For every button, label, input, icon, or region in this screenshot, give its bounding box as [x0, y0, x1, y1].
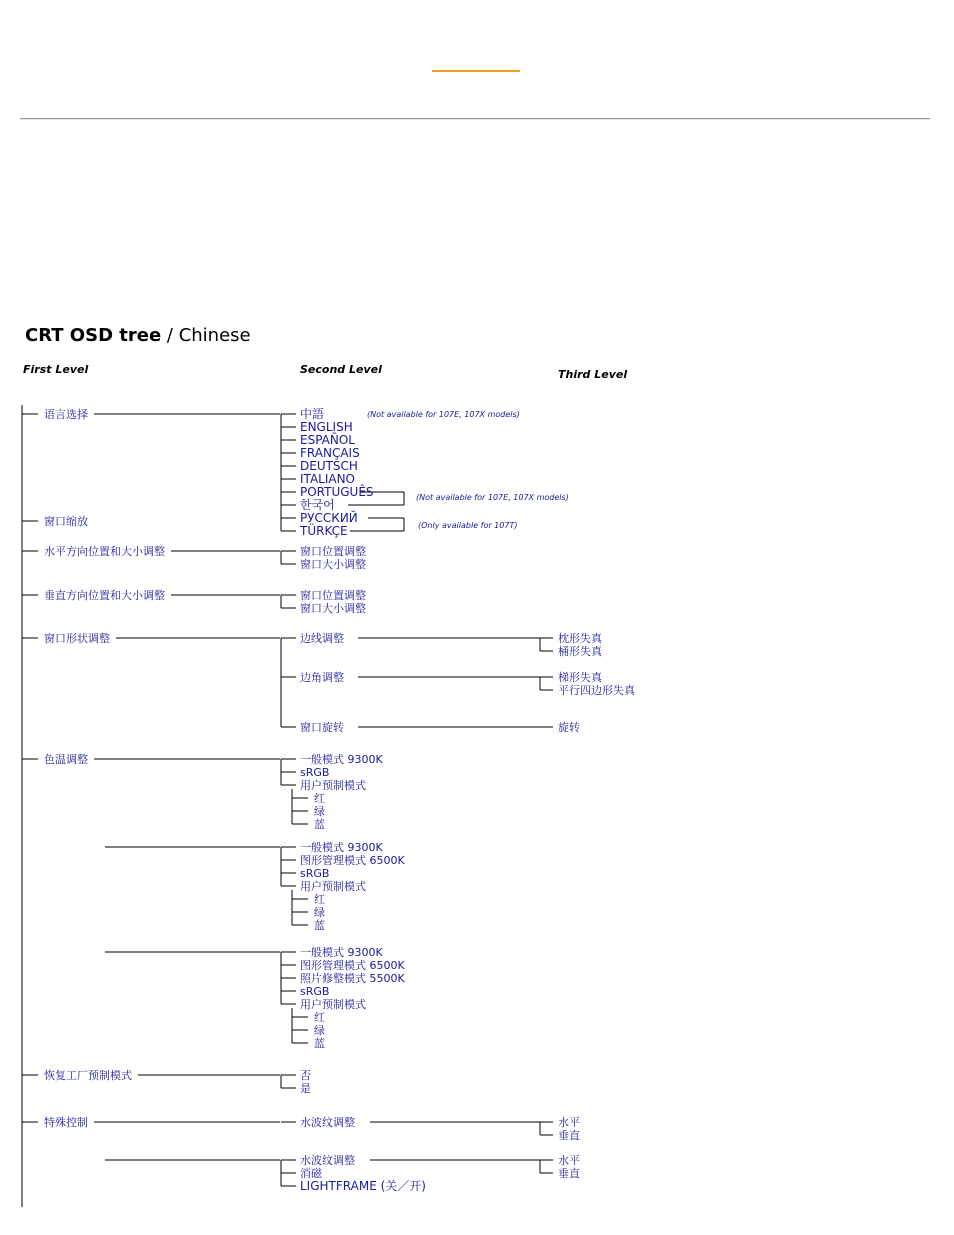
- vertical-item: 窗口位置调整: [300, 589, 366, 602]
- color-a-rgb-item: 蓝: [314, 818, 325, 831]
- language-item: FRANÇAIS: [300, 446, 360, 460]
- second-level-heading: Second Level: [300, 363, 382, 376]
- language-item: DEUTSCH: [300, 459, 358, 473]
- color-b-item: 图形管理模式 6500K: [300, 854, 405, 867]
- vertical-item: 窗口大小调整: [300, 602, 366, 615]
- language-item: ENGLISH: [300, 420, 353, 434]
- special-third-item: 垂直: [558, 1167, 580, 1180]
- reset-item: 是: [300, 1082, 311, 1095]
- first-level-item: 色温调整: [44, 753, 88, 766]
- language-item: РУССКИЙ: [300, 511, 358, 525]
- special-item: 消磁: [300, 1167, 322, 1180]
- shape-third-item: 枕形失真: [558, 632, 602, 645]
- language-item: 한국어: [300, 498, 335, 512]
- horizontal-item: 窗口大小调整: [300, 558, 366, 571]
- special-third-item: 水平: [558, 1116, 580, 1129]
- color-b-item: 用户预制模式: [300, 880, 366, 893]
- first-level-heading: First Level: [23, 363, 89, 376]
- special-third-item: 垂直: [558, 1129, 580, 1142]
- language-note: (Only available for 107T): [418, 521, 518, 530]
- special-third-item: 水平: [558, 1154, 580, 1167]
- color-b-rgb-item: 红: [314, 893, 325, 906]
- language-item: ITALIANO: [300, 472, 356, 486]
- color-a-rgb-item: 绿: [314, 805, 325, 818]
- color-c-item: 用户预制模式: [300, 998, 366, 1011]
- color-b-rgb-item: 绿: [314, 906, 325, 919]
- language-note: (Not available for 107E, 107X models): [416, 493, 569, 502]
- special-item: 水波纹调整: [300, 1116, 355, 1129]
- first-level-item: 恢复工厂预制模式: [44, 1069, 132, 1082]
- color-a-rgb-item: 红: [314, 792, 325, 805]
- color-c-item: 一般模式 9300K: [300, 946, 383, 959]
- color-c-rgb-item: 绿: [314, 1024, 325, 1037]
- first-level-item: 垂直方向位置和大小调整: [44, 589, 165, 602]
- first-level-item: 语言选择: [44, 408, 88, 421]
- first-level-item: 窗口缩放: [44, 515, 88, 528]
- shape-item: 窗口旋转: [300, 721, 344, 734]
- special-item: LIGHTFRAME (关／开): [300, 1179, 426, 1193]
- tree-text: [44, 406, 636, 1193]
- shape-item: 边线调整: [300, 632, 344, 645]
- first-level-item: 特殊控制: [44, 1116, 88, 1129]
- language-item: ESPAÑOL: [300, 433, 355, 447]
- reset-item: 否: [300, 1069, 311, 1082]
- third-level-heading: Third Level: [558, 368, 628, 381]
- language-item: PORTUGUÊS: [300, 485, 374, 499]
- color-a-item: 一般模式 9300K: [300, 753, 383, 766]
- language-note: (Not available for 107E, 107X models): [367, 410, 520, 419]
- title-sub: / Chinese: [166, 325, 251, 346]
- color-b-rgb-item: 蓝: [314, 919, 325, 932]
- shape-third-item: 平行四边形失真: [558, 684, 635, 697]
- color-a-item: 用户预制模式: [300, 779, 366, 792]
- shape-third-item: 旋转: [558, 721, 580, 734]
- shape-third-item: 桶形失真: [558, 645, 602, 658]
- color-b-item: 一般模式 9300K: [300, 841, 383, 854]
- language-item: 中語: [300, 407, 325, 421]
- first-level-item: 窗口形状调整: [44, 632, 110, 645]
- horizontal-item: 窗口位置调整: [300, 545, 366, 558]
- color-c-item: 照片修整模式 5500K: [300, 972, 405, 985]
- color-c-item: 图形管理模式 6500K: [300, 959, 405, 972]
- special-item: 水波纹调整: [300, 1154, 355, 1167]
- first-level-item: 水平方向位置和大小调整: [44, 545, 165, 558]
- color-c-rgb-item: 蓝: [314, 1037, 325, 1050]
- language-item: TÜRKÇE: [300, 524, 348, 538]
- color-b-item: sRGB: [300, 867, 330, 880]
- shape-third-item: 梯形失真: [558, 671, 602, 684]
- title-main: CRT OSD tree: [25, 325, 162, 346]
- color-c-item: sRGB: [300, 985, 330, 998]
- shape-item: 边角调整: [300, 671, 344, 684]
- color-a-item: sRGB: [300, 766, 330, 779]
- color-c-rgb-item: 红: [314, 1011, 325, 1024]
